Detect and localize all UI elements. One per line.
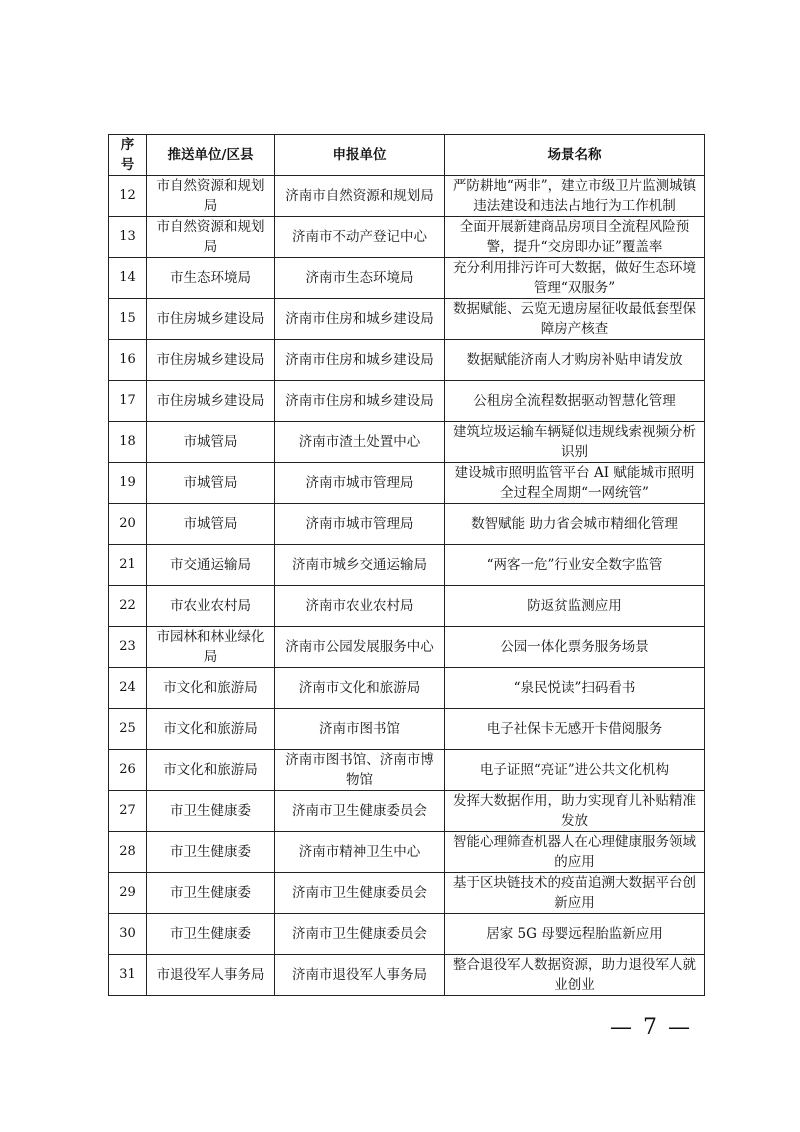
row-applicant-unit: 济南市住房和城乡建设局 (275, 299, 445, 340)
row-submitting-unit: 市退役军人事务局 (147, 955, 275, 996)
row-serial-number: 16 (109, 340, 147, 381)
row-submitting-unit: 市城管局 (147, 463, 275, 504)
table-row (109, 586, 705, 627)
row-serial-number: 21 (109, 545, 147, 586)
row-submitting-unit: 市卫生健康委 (147, 791, 275, 832)
row-applicant-unit: 济南市城乡交通运输局 (275, 545, 445, 586)
row-scene-name: 电子证照“亮证”进公共文化机构 (445, 750, 705, 791)
row-scene-name: 严防耕地“两非”，建立市级卫片监测城镇违法建设和违法占地行为工作机制 (445, 176, 705, 217)
row-scene-name: 电子社保卡无感开卡借阅服务 (445, 709, 705, 750)
table-row (109, 504, 705, 545)
row-applicant-unit: 济南市图书馆、济南市博物馆 (275, 750, 445, 791)
header-submitting-unit: 推送单位/区县 (147, 135, 275, 176)
table-row (109, 627, 705, 668)
row-applicant-unit: 济南市自然资源和规划局 (275, 176, 445, 217)
table-row (109, 873, 705, 914)
row-submitting-unit: 市卫生健康委 (147, 873, 275, 914)
row-scene-name: 建设城市照明监管平台 AI 赋能城市照明全过程全周期“一网统管” (445, 463, 705, 504)
row-applicant-unit: 济南市住房和城乡建设局 (275, 340, 445, 381)
row-serial-number: 30 (109, 914, 147, 955)
table-row (109, 217, 705, 258)
row-scene-name: 整合退役军人数据资源，助力退役军人就业创业 (445, 955, 705, 996)
row-scene-name: 充分利用排污许可大数据，做好生态环境管理“双服务” (445, 258, 705, 299)
row-submitting-unit: 市文化和旅游局 (147, 668, 275, 709)
row-applicant-unit: 济南市退役军人事务局 (275, 955, 445, 996)
row-applicant-unit: 济南市公园发展服务中心 (275, 627, 445, 668)
table-row (109, 176, 705, 217)
row-applicant-unit: 济南市文化和旅游局 (275, 668, 445, 709)
table-row (109, 340, 705, 381)
row-scene-name: “泉民悦读”扫码看书 (445, 668, 705, 709)
row-scene-name: 公租房全流程数据驱动智慧化管理 (445, 381, 705, 422)
table-row (109, 791, 705, 832)
row-submitting-unit: 市交通运输局 (147, 545, 275, 586)
row-scene-name: 数据赋能、云览无遗房屋征收最低套型保障房产核查 (445, 299, 705, 340)
row-scene-name: 居家 5G 母婴远程胎监新应用 (445, 914, 705, 955)
row-scene-name: 基于区块链技术的疫苗追溯大数据平台创新应用 (445, 873, 705, 914)
table-row (109, 955, 705, 996)
row-submitting-unit: 市住房城乡建设局 (147, 340, 275, 381)
row-submitting-unit: 市自然资源和规划局 (147, 217, 275, 258)
table-row (109, 914, 705, 955)
table-header-row (109, 135, 705, 176)
scene-table (108, 134, 705, 996)
header-scene-name: 场景名称 (445, 135, 705, 176)
row-submitting-unit: 市自然资源和规划局 (147, 176, 275, 217)
table-row (109, 463, 705, 504)
row-serial-number: 13 (109, 217, 147, 258)
header-serial-number: 序号 (109, 135, 147, 176)
table-row (109, 545, 705, 586)
row-applicant-unit: 济南市生态环境局 (275, 258, 445, 299)
table-body (109, 176, 705, 996)
row-serial-number: 18 (109, 422, 147, 463)
row-serial-number: 28 (109, 832, 147, 873)
row-submitting-unit: 市住房城乡建设局 (147, 381, 275, 422)
row-submitting-unit: 市园林和林业绿化局 (147, 627, 275, 668)
row-scene-name: 建筑垃圾运输车辆疑似违规线索视频分析识别 (445, 422, 705, 463)
table-row (109, 668, 705, 709)
row-applicant-unit: 济南市住房和城乡建设局 (275, 381, 445, 422)
row-serial-number: 26 (109, 750, 147, 791)
row-applicant-unit: 济南市卫生健康委员会 (275, 791, 445, 832)
row-submitting-unit: 市生态环境局 (147, 258, 275, 299)
table-row (109, 709, 705, 750)
row-applicant-unit: 济南市卫生健康委员会 (275, 914, 445, 955)
row-submitting-unit: 市住房城乡建设局 (147, 299, 275, 340)
row-applicant-unit: 济南市不动产登记中心 (275, 217, 445, 258)
row-serial-number: 17 (109, 381, 147, 422)
row-scene-name: “两客一危”行业安全数字监管 (445, 545, 705, 586)
row-applicant-unit: 济南市图书馆 (275, 709, 445, 750)
row-submitting-unit: 市城管局 (147, 504, 275, 545)
row-serial-number: 23 (109, 627, 147, 668)
row-submitting-unit: 市文化和旅游局 (147, 750, 275, 791)
row-applicant-unit: 济南市渣土处置中心 (275, 422, 445, 463)
row-submitting-unit: 市农业农村局 (147, 586, 275, 627)
row-serial-number: 31 (109, 955, 147, 996)
row-submitting-unit: 市卫生健康委 (147, 914, 275, 955)
page-number: — 7 — (610, 1015, 692, 1040)
row-serial-number: 12 (109, 176, 147, 217)
table-row (109, 832, 705, 873)
table-row (109, 381, 705, 422)
row-scene-name: 全面开展新建商品房项目全流程风险预警，提升“交房即办证”覆盖率 (445, 217, 705, 258)
row-applicant-unit: 济南市农业农村局 (275, 586, 445, 627)
row-submitting-unit: 市文化和旅游局 (147, 709, 275, 750)
row-applicant-unit: 济南市精神卫生中心 (275, 832, 445, 873)
header-applicant-unit: 申报单位 (275, 135, 445, 176)
row-scene-name: 数智赋能 助力省会城市精细化管理 (445, 504, 705, 545)
row-serial-number: 25 (109, 709, 147, 750)
row-applicant-unit: 济南市卫生健康委员会 (275, 873, 445, 914)
table-row (109, 299, 705, 340)
row-serial-number: 22 (109, 586, 147, 627)
row-serial-number: 27 (109, 791, 147, 832)
row-scene-name: 防返贫监测应用 (445, 586, 705, 627)
row-applicant-unit: 济南市城市管理局 (275, 463, 445, 504)
row-submitting-unit: 市城管局 (147, 422, 275, 463)
row-serial-number: 14 (109, 258, 147, 299)
table-row (109, 750, 705, 791)
row-submitting-unit: 市卫生健康委 (147, 832, 275, 873)
table-row (109, 258, 705, 299)
row-serial-number: 29 (109, 873, 147, 914)
row-scene-name: 公园一体化票务服务场景 (445, 627, 705, 668)
table-row (109, 422, 705, 463)
row-scene-name: 智能心理筛查机器人在心理健康服务领域的应用 (445, 832, 705, 873)
row-serial-number: 19 (109, 463, 147, 504)
row-serial-number: 20 (109, 504, 147, 545)
row-scene-name: 数据赋能济南人才购房补贴申请发放 (445, 340, 705, 381)
row-applicant-unit: 济南市城市管理局 (275, 504, 445, 545)
row-serial-number: 24 (109, 668, 147, 709)
row-serial-number: 15 (109, 299, 147, 340)
row-scene-name: 发挥大数据作用，助力实现育儿补贴精准发放 (445, 791, 705, 832)
